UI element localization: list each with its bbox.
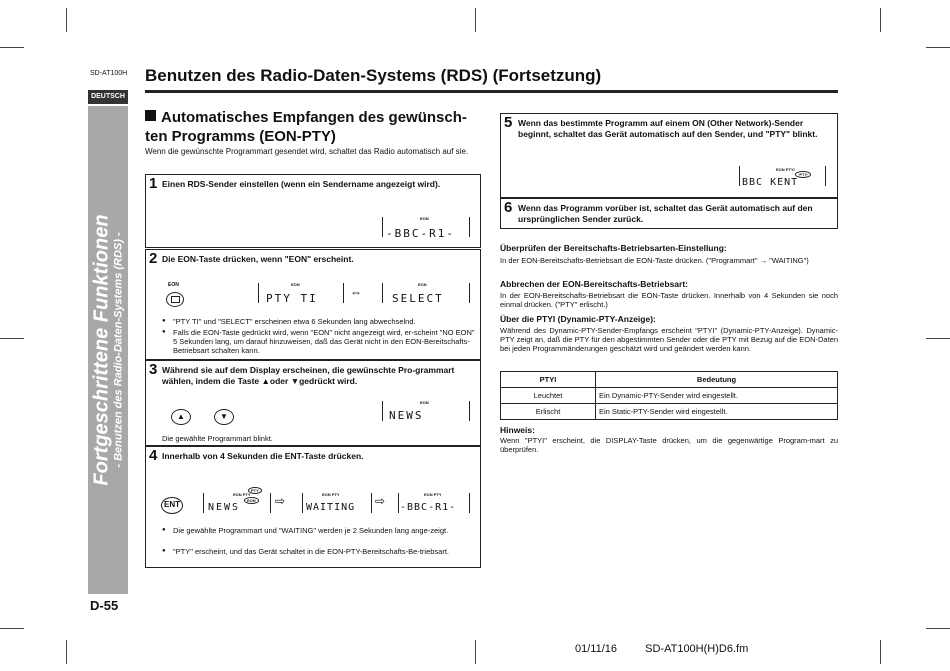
eon-indicator: EON (291, 282, 300, 287)
chapter-sidebar (88, 106, 128, 594)
up-button[interactable]: ▲ (171, 409, 191, 425)
step-note: Die gewählte Programmart blinkt. (162, 434, 273, 443)
model-label: SD-AT100H (90, 70, 128, 77)
step-number: 5 (504, 114, 513, 131)
info-heading: Über die PTYI (Dynamic-PTY-Anzeige): (500, 314, 656, 324)
step-text: Wenn das bestimmte Programm auf einem ON (Other Network)-Sender beginnt, schaltet das Gerät automatisch auf den Sender, und "PTY" blinkt. (518, 118, 818, 139)
eon-indicator: EON (420, 216, 429, 221)
lcd-display: BBC KENT (742, 177, 799, 188)
lcd-display: SELECT (392, 292, 444, 305)
step-6-box (500, 198, 838, 229)
eon-badge: EON (244, 497, 259, 504)
eon-indicator: EON (420, 400, 429, 405)
lcd-display: PTY TI (266, 292, 318, 305)
bullet-item: ● "PTY TI" und "SELECT" erscheinen etwa 6 Sekunden lang abwechselnd. (173, 317, 478, 326)
step-2-box (145, 249, 481, 360)
eon-button-caption: EON (168, 282, 179, 288)
crop-mark (66, 640, 67, 664)
lcd-display: NEWS (389, 409, 424, 422)
table-header: Bedeutung (596, 372, 838, 388)
step-number: 6 (504, 199, 513, 216)
lcd-display: -BBC-R1- (386, 227, 455, 240)
alternate-arrow-icon: ⇔ (350, 285, 362, 299)
info-text: In der EON-Bereitschafts-Betriebsart die EON-Taste drücken. Innerhalb von 4 Sekunden sie noch einmal drücken. ("PTY" erlischt.) (500, 291, 838, 309)
step-text: Wenn das Programm vorüber ist, schaltet das Gerät automatisch auf den ursprünglichen Sender zurück. (518, 203, 813, 224)
table-header: PTYI (501, 372, 596, 388)
section-title (145, 108, 485, 146)
step-text: Die EON-Taste drücken, wenn "EON" erscheint. (162, 254, 354, 264)
table-cell: Ein Dynamic-PTY-Sender wird eingestellt. (596, 388, 838, 404)
language-tab: DEUTSCH (88, 90, 128, 104)
crop-mark (0, 47, 24, 48)
crop-mark (0, 628, 24, 629)
footer-file: SD-AT100H(H)D6.fm (645, 643, 749, 655)
ent-button[interactable]: ENT (161, 497, 183, 514)
table-cell: Erlischt (501, 404, 596, 420)
crop-mark (926, 47, 950, 48)
bullet-item: ● "PTY" erscheint, und das Gerät schaltet in die EON-PTY-Bereitschafts-Be-triebsart. (173, 547, 478, 556)
step-5-box (500, 113, 838, 198)
note-heading: Hinweis: (500, 425, 535, 435)
crop-mark (0, 338, 24, 339)
note-text: Wenn "PTYI" erscheint, die DISPLAY-Taste drücken, um die gegenwärtige Program-mart zu überprüfen. (500, 436, 838, 454)
step-text: Innerhalb von 4 Sekunden die ENT-Taste drücken. (162, 451, 364, 461)
footer (575, 643, 748, 655)
step-number: 2 (149, 250, 158, 267)
info-text: Während des Dynamic-PTY-Sender-Empfangs erscheint "PTYI" (Dynamic-PTY-Anzeige). Dynamic-PTY zeigt an, daß die PTY für den abgestimmten Sender oder die PTY mit Bezug auf die EON-Daten bei jeden Programmänderungen geschätzt wird und geändert werden kann. (500, 326, 838, 353)
chapter-subtitle: - Benutzen des Radio-Daten-Systems (RDS) - (112, 232, 125, 468)
lcd-display: NEWS (208, 502, 241, 513)
crop-mark (880, 640, 881, 664)
step-text: Während sie auf dem Display erscheinen, die gewünschte Pro-grammart wählen, indem die Taste ▲oder ▼gedrückt wird. (162, 365, 455, 386)
eon-indicator: EON (418, 282, 427, 287)
square-bullet-icon (145, 110, 156, 121)
step-number: 3 (149, 361, 158, 378)
info-heading: Überprüfen der Bereitschafts-Betriebsarten-Einstellung: (500, 243, 727, 253)
down-button[interactable]: ▼ (214, 409, 234, 425)
pty-indicator: PTY (248, 487, 262, 494)
section-title-text: Automatisches Empfangen des gewünsch-ten Programms (EON-PTY) (145, 109, 467, 145)
table-row (501, 388, 838, 404)
crop-mark (475, 8, 476, 32)
table-cell: Leuchtet (501, 388, 596, 404)
step-text: Einen RDS-Sender einstellen (wenn ein Sendername angezeigt wird). (162, 179, 441, 189)
crop-mark (926, 628, 950, 629)
page-number: D-55 (90, 598, 119, 613)
crop-mark (66, 8, 67, 32)
step-1-box (145, 174, 481, 248)
step-number: 1 (149, 175, 158, 192)
eon-button[interactable] (166, 292, 184, 307)
eon-indicator: EON PTY (322, 492, 340, 497)
bullet-item: ● Die gewählte Programmart und "WAITING" werden je 2 Sekunden lang ange-zeigt. (173, 526, 478, 535)
table-header-row (501, 372, 838, 388)
eon-indicator: EON PTYI (776, 167, 795, 172)
table-cell: Ein Static-PTY-Sender wird eingestellt. (596, 404, 838, 420)
arrow-right-icon: ⇨ (375, 494, 386, 508)
title-rule (145, 90, 838, 93)
section-intro: Wenn die gewünschte Programmart gesendet wird, schaltet das Radio automatisch auf sie. (145, 147, 469, 156)
info-text: In der EON-Bereitschafts-Betriebsart die EON-Taste drücken. ("Programmart" → "WAITING") (500, 256, 809, 265)
step-number: 4 (149, 447, 158, 464)
bullet-item: ● Falls die EON-Taste gedrückt wird, wenn "EON" nicht angezeigt wird, er-scheint "NO EON" 5 Sekunden lang, um darauf hinzuweisen, daß das Gerät nicht in den EON-Bereitschafts-Betriebsart schalten kann. (173, 328, 478, 355)
eon-indicator: EON PTY (424, 492, 442, 497)
footer-date: 01/11/16 (575, 643, 618, 655)
lcd-display: WAITING (306, 502, 356, 513)
page-title: Benutzen des Radio-Daten-Systems (RDS) (Fortsetzung) (145, 66, 602, 85)
chapter-title: Fortgeschrittene Funktionen (90, 214, 113, 486)
info-heading: Abbrechen der EON-Bereitschafts-Betriebsart: (500, 279, 688, 289)
table-row (501, 404, 838, 420)
arrow-right-icon: ⇨ (275, 494, 286, 508)
crop-mark (926, 338, 950, 339)
lcd-display: -BBC-R1- (400, 502, 457, 513)
step-3-box (145, 360, 481, 446)
ptyi-table (500, 371, 838, 420)
crop-mark (475, 640, 476, 664)
ptyi-indicator: ·PTY· (795, 171, 811, 178)
crop-mark (880, 8, 881, 32)
eon-indicator: EON PTY (233, 492, 251, 497)
step-4-box (145, 446, 481, 568)
